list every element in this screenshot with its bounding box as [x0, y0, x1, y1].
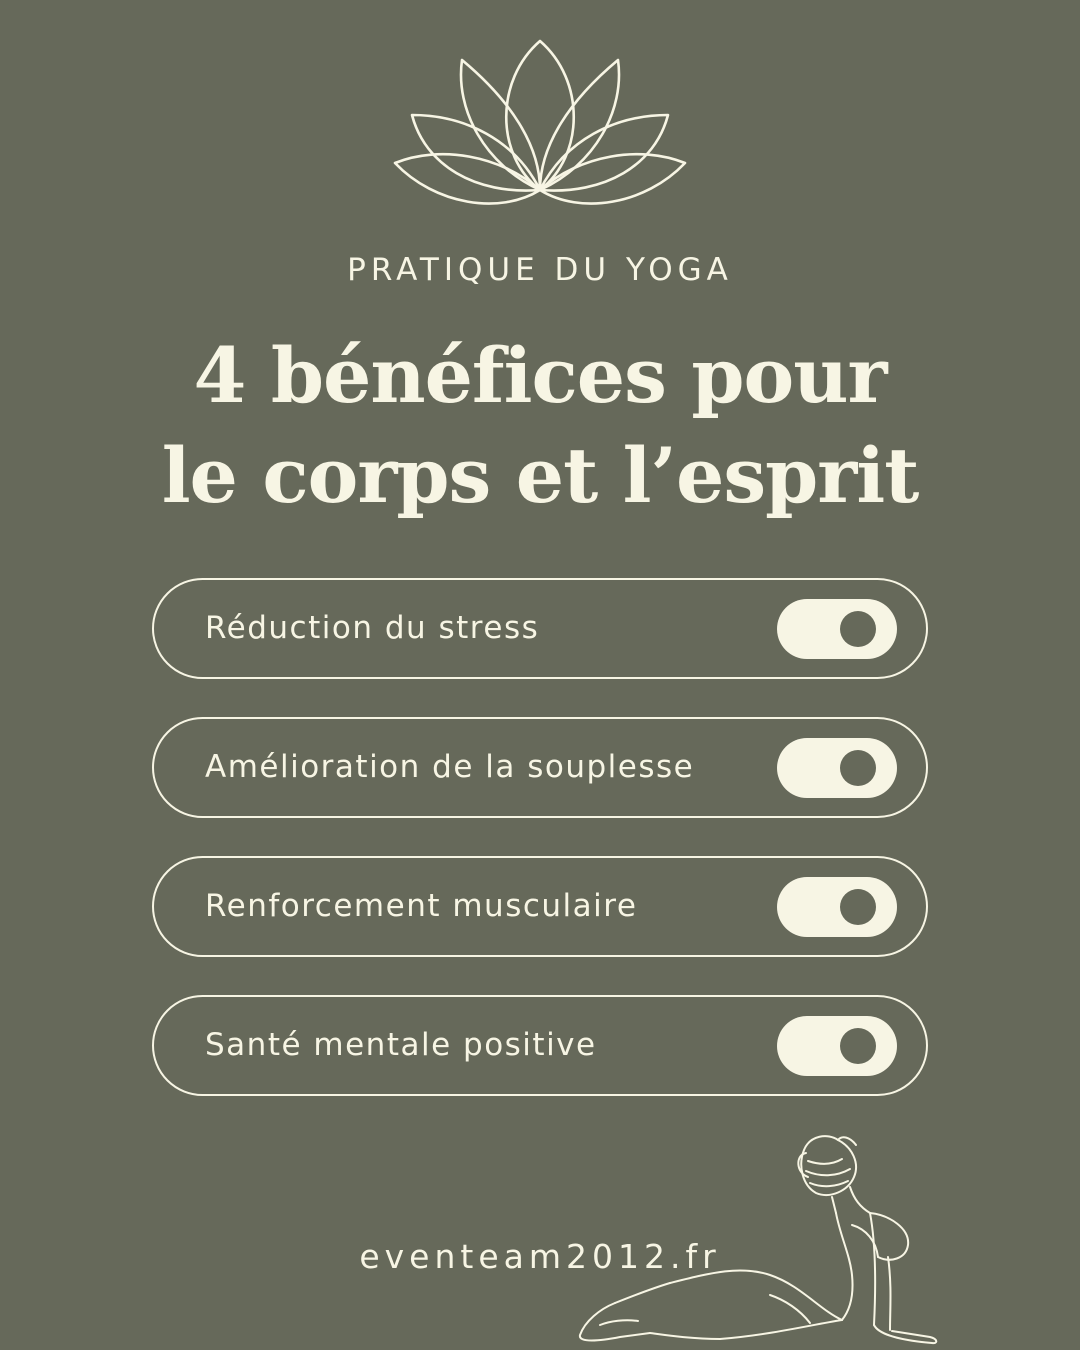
toggle-knob — [840, 1028, 876, 1064]
title-line-2: le corps et l’esprit — [161, 431, 919, 520]
benefit-toggle[interactable] — [777, 738, 897, 798]
subtitle: PRATIQUE DU YOGA — [347, 252, 733, 288]
page-title — [0, 326, 1080, 526]
yoga-cobra-pose-icon — [570, 1125, 950, 1350]
benefit-toggle[interactable] — [777, 599, 897, 659]
benefits-list — [152, 578, 928, 1134]
benefit-label: Réduction du stress — [205, 610, 540, 646]
lotus-icon — [390, 35, 690, 220]
benefit-toggle[interactable] — [777, 1016, 897, 1076]
benefit-label: Amélioration de la souplesse — [205, 749, 695, 785]
website-link[interactable]: eventeam2012.fr — [359, 1237, 721, 1276]
benefit-label: Renforcement musculaire — [205, 888, 638, 924]
toggle-knob — [840, 889, 876, 925]
benefit-item — [152, 995, 928, 1096]
benefit-item — [152, 717, 928, 818]
benefit-label: Santé mentale positive — [205, 1027, 597, 1063]
benefit-item — [152, 856, 928, 957]
benefit-toggle[interactable] — [777, 877, 897, 937]
title-line-1: 4 bénéfices pour — [193, 331, 887, 420]
toggle-knob — [840, 750, 876, 786]
toggle-knob — [840, 611, 876, 647]
benefit-item — [152, 578, 928, 679]
